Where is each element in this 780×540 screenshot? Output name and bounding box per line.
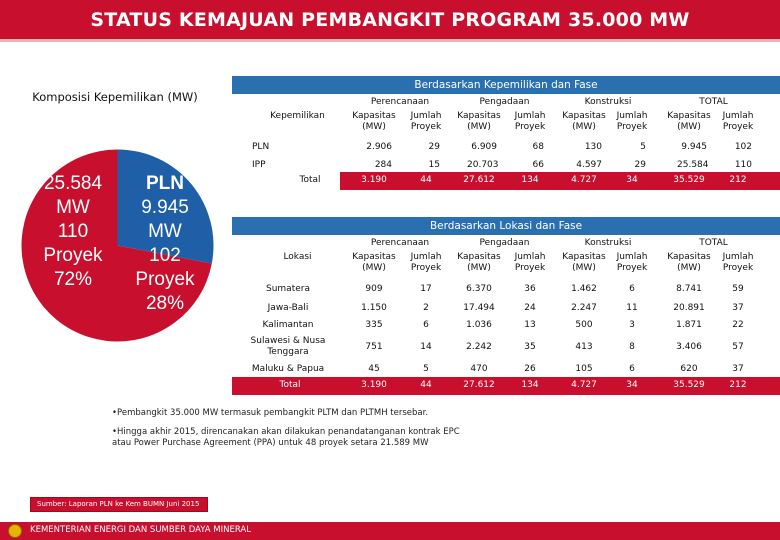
- table-cell: 25.584: [677, 160, 709, 170]
- table-cell: 1.036: [466, 320, 492, 330]
- table-cell: 2.242: [466, 342, 492, 352]
- table-cell: 500: [575, 320, 593, 330]
- phase-header: Konstruksi: [584, 97, 632, 107]
- table-cell: 909: [365, 284, 383, 294]
- note-item: •Hingga akhir 2015, direncanakan akan dilakukan penandatanganan kontrak EPC atau Power Purchase Agreement (PPA) untuk 48 proyek setara 21.589 MW: [112, 427, 460, 448]
- pie-pln-proyek: 102: [149, 245, 181, 266]
- total-label: Total: [299, 175, 321, 185]
- subheader-capacity: Kapasitas (MW): [667, 111, 711, 132]
- table-cell: 4.597: [576, 160, 602, 170]
- subheader-count: Jumlah Proyek: [514, 252, 546, 273]
- subheader-capacity: Kapasitas (MW): [457, 252, 501, 273]
- phase-header: TOTAL: [699, 238, 728, 248]
- total-cell: 4.727: [571, 175, 597, 185]
- subheader-count: Jumlah Proyek: [616, 252, 648, 273]
- total-cell: 34: [626, 380, 638, 390]
- table-cell: 751: [365, 342, 383, 352]
- table-cell: 470: [470, 364, 488, 374]
- subheader-capacity: Kapasitas (MW): [352, 252, 396, 273]
- table-cell: 5: [640, 142, 646, 152]
- row-label: IPP: [252, 160, 266, 170]
- table-cell: 11: [626, 303, 638, 313]
- subheader-capacity: Kapasitas (MW): [352, 111, 396, 132]
- phase-header: TOTAL: [699, 97, 728, 107]
- pie-pln-unit: MW: [148, 221, 182, 242]
- table-cell: 68: [532, 142, 544, 152]
- table2-banner: Berdasarkan Lokasi dan Fase: [232, 217, 780, 235]
- table-cell: 130: [584, 142, 602, 152]
- table-cell: 2: [423, 303, 429, 313]
- page-title: STATUS KEMAJUAN PEMBANGKIT PROGRAM 35.000 MW: [90, 9, 690, 31]
- table-cell: 17: [420, 284, 432, 294]
- total-cell: 134: [521, 175, 539, 185]
- table-cell: 6.909: [471, 142, 497, 152]
- total-cell: 212: [729, 380, 747, 390]
- pie-pln-proyek-label: Proyek: [135, 269, 195, 290]
- total-cell: 44: [420, 175, 432, 185]
- table-cell: 6: [629, 364, 635, 374]
- table-cell: 36: [524, 284, 536, 294]
- table-cell: 37: [732, 364, 744, 374]
- phase-header: Perencanaan: [370, 238, 430, 248]
- table-cell: 17.494: [463, 303, 495, 313]
- phase-header: Pengadaan: [479, 238, 530, 248]
- total-cell: 212: [729, 175, 747, 185]
- pie-ipp-proyek-label: Proyek: [43, 245, 103, 266]
- row-label: PLN: [252, 142, 270, 152]
- table-cell: 110: [734, 160, 752, 170]
- row-header: Kepemilikan: [270, 111, 325, 121]
- table-cell: 24: [524, 303, 536, 313]
- phase-header: Konstruksi: [584, 238, 632, 248]
- table-cell: 9.945: [681, 142, 707, 152]
- table-cell: 37: [732, 303, 744, 313]
- table-cell: 620: [680, 364, 698, 374]
- total-cell: 27.612: [463, 175, 495, 185]
- table-cell: 66: [532, 160, 544, 170]
- subheader-capacity: Kapasitas (MW): [562, 252, 606, 273]
- phase-header: Perencanaan: [370, 97, 430, 107]
- row-label: Sumatera: [266, 284, 310, 294]
- row-label: Sulawesi & Nusa Tenggara: [250, 336, 326, 357]
- table-cell: 6.370: [466, 284, 492, 294]
- table-cell: 20.891: [673, 303, 705, 313]
- table-cell: 6: [423, 320, 429, 330]
- table-cell: 20.703: [467, 160, 499, 170]
- table-cell: 3.406: [676, 342, 702, 352]
- footer-text: KEMENTERIAN ENERGI DAN SUMBER DAYA MINERAL: [30, 525, 251, 535]
- ministry-logo-icon: [8, 524, 22, 538]
- table1-banner: Berdasarkan Kepemilikan dan Fase: [232, 76, 780, 94]
- row-header: Lokasi: [283, 252, 312, 262]
- row-label: Kalimantan: [262, 320, 314, 330]
- table-cell: 2.906: [366, 142, 392, 152]
- subheader-capacity: Kapasitas (MW): [457, 111, 501, 132]
- notes: [112, 408, 472, 457]
- total-cell: 3.190: [361, 175, 387, 185]
- table-cell: 1.871: [676, 320, 702, 330]
- row-label: Jawa-Bali: [267, 303, 309, 313]
- table-cell: 22: [732, 320, 744, 330]
- pie-ipp-pct: 72%: [53, 269, 93, 290]
- table-cell: 1.462: [571, 284, 597, 294]
- table-cell: 102: [734, 142, 752, 152]
- table-cell: 45: [368, 364, 380, 374]
- title-bar: [0, 0, 780, 42]
- table-cell: 8: [629, 342, 635, 352]
- pie-ipp-unit: MW: [56, 197, 90, 218]
- subheader-count: Jumlah Proyek: [410, 252, 442, 273]
- table-cell: 29: [634, 160, 646, 170]
- total-cell: 35.529: [673, 380, 705, 390]
- pie-pln-mw: 9.945: [141, 197, 189, 218]
- table-cell: 14: [420, 342, 432, 352]
- pie-label-pln: [120, 172, 210, 316]
- table-cell: 13: [524, 320, 536, 330]
- pie-ipp-proyek: 110: [57, 221, 89, 242]
- subheader-count: Jumlah Proyek: [410, 111, 442, 132]
- table-cell: 284: [374, 160, 392, 170]
- subheader-count: Jumlah Proyek: [616, 111, 648, 132]
- table-cell: 59: [732, 284, 744, 294]
- table-cell: 5: [423, 364, 429, 374]
- phase-header: Pengadaan: [479, 97, 530, 107]
- table-cell: 26: [524, 364, 536, 374]
- subheader-count: Jumlah Proyek: [722, 252, 754, 273]
- total-cell: 44: [420, 380, 432, 390]
- total-label: Total: [279, 380, 301, 390]
- table-cell: 8.741: [676, 284, 702, 294]
- subheader-count: Jumlah Proyek: [514, 111, 546, 132]
- table-cell: 6: [629, 284, 635, 294]
- table-cell: 57: [732, 342, 744, 352]
- total-cell: 134: [521, 380, 539, 390]
- subheader-capacity: Kapasitas (MW): [667, 252, 711, 273]
- table-cell: 2.247: [571, 303, 597, 313]
- row-label: Maluku & Papua: [251, 364, 325, 374]
- table-cell: 29: [428, 142, 440, 152]
- table-cell: 1.150: [361, 303, 387, 313]
- footer-bar: [0, 522, 780, 540]
- table-cell: 413: [575, 342, 593, 352]
- table-cell: 105: [575, 364, 593, 374]
- source-box: Sumber: Laporan PLN ke Kem BUMN Juni 2015: [30, 497, 208, 512]
- total-cell: 27.612: [463, 380, 495, 390]
- total-cell: 35.529: [673, 175, 705, 185]
- table-cell: 335: [365, 320, 383, 330]
- total-cell: 34: [626, 175, 638, 185]
- table-cell: 3: [629, 320, 635, 330]
- pie-pln-pct: 28%: [145, 293, 185, 314]
- total-cell: 3.190: [361, 380, 387, 390]
- pie-label-ipp: [18, 172, 128, 292]
- pie-title: Komposisi Kepemilikan (MW): [32, 90, 198, 104]
- subheader-capacity: Kapasitas (MW): [562, 111, 606, 132]
- table-cell: 35: [524, 342, 536, 352]
- subheader-count: Jumlah Proyek: [722, 111, 754, 132]
- table-cell: 15: [428, 160, 440, 170]
- note-item: •Pembangkit 35.000 MW termasuk pembangkit PLTM dan PLTMH tersebar.: [112, 408, 429, 418]
- pie-ipp-mw: 25.584: [43, 173, 103, 194]
- pie-pln-label: PLN: [146, 173, 184, 194]
- total-cell: 4.727: [571, 380, 597, 390]
